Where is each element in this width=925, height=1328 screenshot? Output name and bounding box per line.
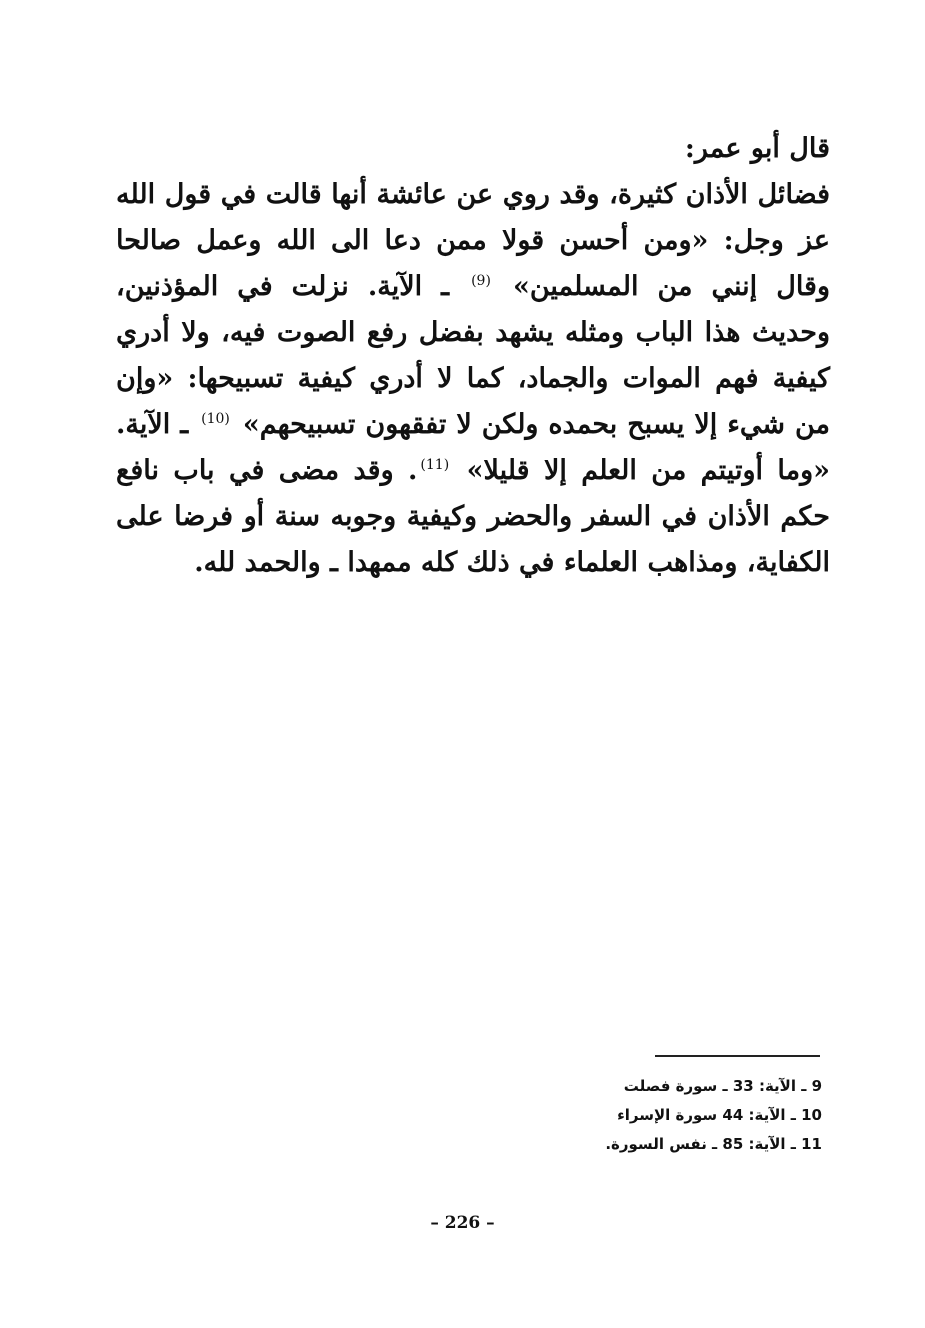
main-text-block	[116, 126, 830, 586]
main-paragraph	[116, 172, 830, 586]
footnote-ref-11: (11)	[420, 457, 450, 473]
footnote-10: 10 ـ الآية: 44 سورة الإسراء	[617, 1106, 822, 1124]
paragraph-part-3: ـ الآية. «وما أوتيتم من العلم إلا قليلا»	[116, 409, 830, 486]
footnote-divider	[655, 1055, 820, 1057]
page-number: – 226 –	[430, 1213, 495, 1233]
paragraph-part-2: ـ الآية. نزلت في المؤذنين، وحديث هذا الباب ومثله يشهد بفضل رفع الصوت فيه، ولا أدري كيفية فهم الموات والجماد، كما لا أدري كيفية تسبيحها: «وإن من شيء إلا يسبح بحمده ولكن لا تفقهون تسبيحهم»	[116, 271, 830, 440]
footnote-11: 11 ـ الآية: 85 ـ نفس السورة.	[605, 1135, 822, 1153]
footnotes-block	[560, 1072, 822, 1159]
footnote-ref-10: (10)	[201, 411, 230, 427]
section-heading: قال أبو عمر:	[684, 133, 830, 164]
paragraph-part-1: فضائل الأذان كثيرة، وقد روي عن عائشة أنها قالت في قول الله عز وجل: «ومن أحسن قولا ممن دعا الى الله وعمل صالحا وقال إنني من المسلمين»	[116, 179, 830, 302]
footnote-9: 9 ـ الآية: 33 ـ سورة فصلت	[623, 1077, 822, 1095]
paragraph-part-4: . وقد مضى في باب نافع حكم الأذان في السفر والحضر وكيفية وجوبه سنة أو فرضا على الكفاية، ومذاهب العلماء في ذلك كله ممهدا ـ والحمد لله.	[116, 455, 830, 578]
footnote-ref-9: (9)	[471, 273, 491, 289]
